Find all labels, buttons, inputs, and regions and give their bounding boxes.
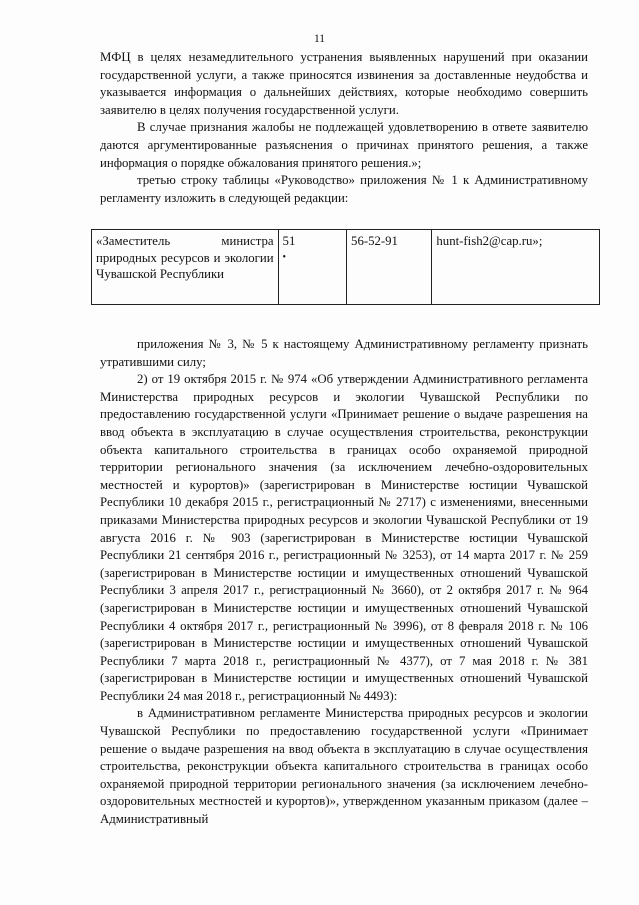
phone-number: 56-52-91 (351, 234, 398, 248)
position-text: «Заместитель министра природных ресурсов и экологии Чувашской Республики (96, 234, 274, 281)
top-text-block (100, 49, 588, 207)
paragraph: третью строку таблицы «Руководство» приложения № 1 к Административному регламенту изложить в следующей редакции: (100, 173, 588, 205)
paragraph: приложения № 3, № 5 к настоящему Административному регламенту признать утратившими силу; (100, 337, 588, 369)
paragraph: в Административном регламенте Министерства природных ресурсов и экологии Чувашской Республики по предоставлению государственной услуги «Принимает решение о выдаче разрешения на ввод объекта в эксплуатацию в случае осуществления строительства, реконструкции объекта капитального строительства в границах особо охраняемой природной территории регионального значения (за исключением лечебно-оздоровительных местностей и курортов)», утвержденном указанным приказом (далее – Административный (100, 706, 588, 827)
page-number: 11 (313, 33, 326, 45)
paragraph: МФЦ в целях незамедлительного устранения выявленных нарушений при оказании государственной услуги, а также приносятся извинения за доставленные неудобства и указывается информация о дальнейших действиях, которые необходимо совершить заявителю в целях получения государственной услуги. (100, 50, 588, 117)
bottom-text-block (100, 336, 588, 829)
management-table (91, 229, 600, 305)
position-cell (92, 230, 279, 305)
room-number: 51 (282, 234, 296, 248)
phone-cell (347, 230, 432, 305)
email-address: hunt-fish2@cap.ru»; (436, 234, 543, 248)
paragraph: В случае признания жалобы не подлежащей удовлетворению в ответе заявителю даются аргументированные разъяснения о причинах принятого решения, а также информация о порядке обжалования принятого решения.»; (100, 120, 588, 170)
email-cell (432, 230, 600, 305)
room-mark: • (282, 251, 287, 263)
paragraph: 2) от 19 октября 2015 г. № 974 «Об утверждении Административного регламента Министерства природных ресурсов и экологии Чувашской Республики по предоставлению государственной услуги «Принимает решение о выдаче разрешения на ввод объекта в эксплуатацию в случае осуществления строительства, реконструкции объекта капитального строительства в границах особо охраняемой природной территории регионального значения (за исключением лечебно-оздоровительных местностей и курортов)» (зарегистрирован в Министерстве юстиции Чувашской Республики 10 декабря 2015 г., регистрационный № 2717) с изменениями, внесенными приказами Министерства природных ресурсов и экологии Чувашской Республики от 19 августа 2016 г. № 903 (зарегистрирован в Министерстве юстиции Чувашской Республики 21 сентября 2016 г., регистрационный № 3253), от 14 марта 2017 г. № 259 (зарегистрирован в Министерстве юстиции и имущественных отношений Чувашской Республики 3 апреля 2017 г., регистрационный № 3660), от 2 октября 2017 г. № 964 (зарегистрирован в Министерстве юстиции и имущественных отношений Чувашской Республики 4 октября 2017 г., регистрационный № 3996), от 8 февраля 2018 г. № 106 (зарегистрирован в Министерстве юстиции и имущественных отношений Чувашской Республики 7 марта 2018 г., регистрационный № 4377), от 7 мая 2018 г. № 381 (зарегистрирован в Министерстве юстиции и имущественных отношений Чувашской Республики 24 мая 2018 г., регистрационный № 4493): (100, 372, 588, 703)
room-cell (278, 230, 347, 305)
table-row (92, 230, 600, 305)
